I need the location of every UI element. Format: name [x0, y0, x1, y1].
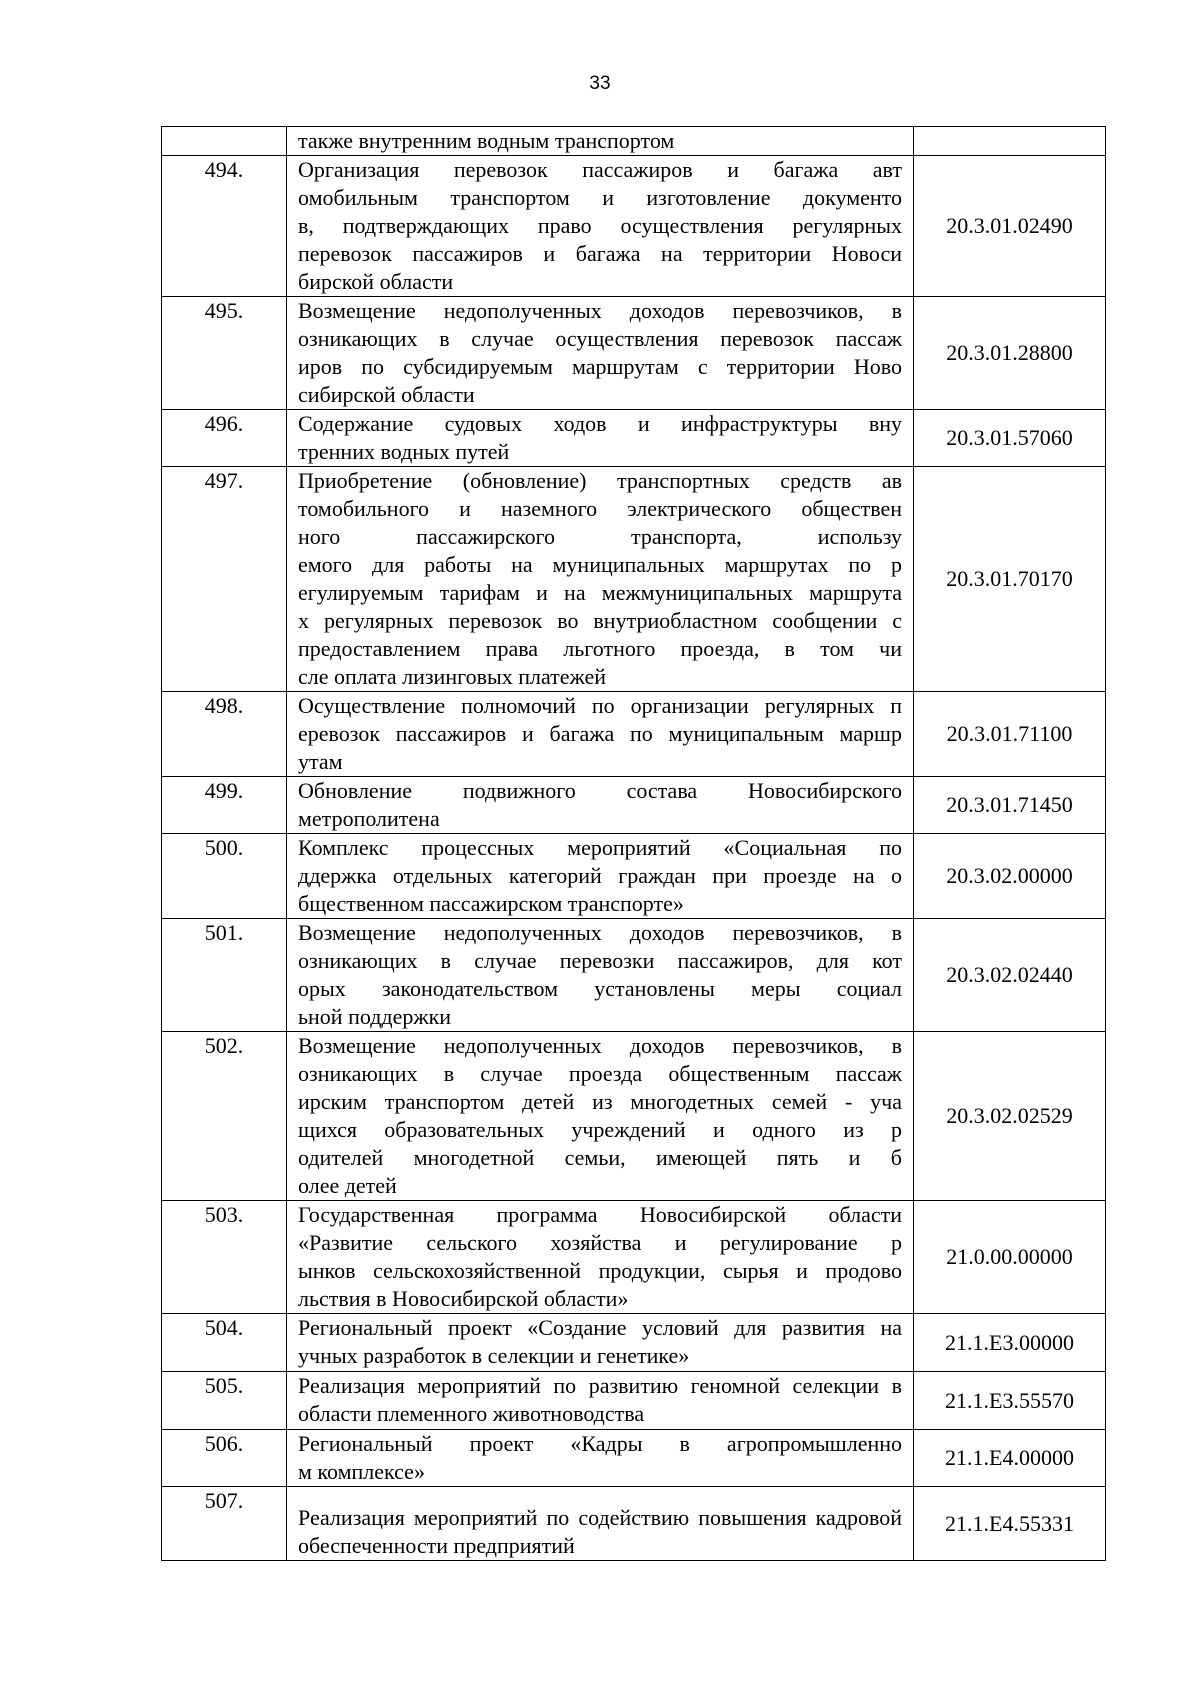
row-name: [287, 692, 914, 777]
row-number: [162, 127, 287, 156]
text-line: Организация перевозок пассажиров и багажа авт: [298, 157, 902, 182]
text-line: озникающих в случае перевозки пассажиров, для кот: [298, 948, 902, 973]
text-line: щихся образовательных учреждений и одного из р: [298, 1117, 902, 1142]
text-line: озникающих в случае осуществления перевозок пассаж: [298, 326, 902, 351]
row-number: 496.: [162, 410, 287, 467]
text-line: еревозок пассажиров и багажа по муниципальным маршр: [298, 721, 902, 746]
table-row: [162, 1201, 1106, 1314]
table-row: [162, 1430, 1106, 1487]
table-row: [162, 156, 1106, 297]
text-line: одителей многодетной семьи, имеющей пять и б: [298, 1145, 902, 1170]
table-body: [162, 127, 1106, 1561]
row-number: 500.: [162, 834, 287, 919]
budget-classification-table: [161, 126, 1106, 1561]
text-line: орых законодательством установлены меры социал: [298, 976, 902, 1001]
row-name: также внутренним водным транспортом: [287, 127, 914, 156]
table-row: [162, 297, 1106, 410]
text-line: Осуществление полномочий по организации регулярных п: [298, 693, 902, 718]
text-line: Приобретение (обновление) транспортных средств ав: [298, 468, 902, 493]
text-line: емого для работы на муниципальных маршрутах по р: [298, 552, 902, 577]
row-code: 20.3.02.02529: [914, 1032, 1106, 1201]
text-line: области племенного животноводства: [298, 1401, 645, 1426]
row-number: 503.: [162, 1201, 287, 1314]
row-code: 20.3.01.71100: [914, 692, 1106, 777]
text-line: Реализация мероприятий по развитию геномной селекции в: [298, 1373, 902, 1398]
text-line: предоставлением права льготного проезда, в том чи: [298, 636, 902, 661]
text-line: томобильного и наземного электрического обществен: [298, 496, 902, 521]
text-line: ьной поддержки: [298, 1004, 452, 1029]
text-line: олее детей: [298, 1173, 397, 1198]
text-line: Возмещение недополученных доходов перевозчиков, в: [298, 298, 902, 323]
row-code: 20.3.01.70170: [914, 467, 1106, 692]
table-row: [162, 1032, 1106, 1201]
row-number: 505.: [162, 1372, 287, 1430]
row-name: [287, 777, 914, 834]
row-number: 502.: [162, 1032, 287, 1201]
table-row: [162, 1487, 1106, 1561]
row-number: 507.: [162, 1487, 287, 1561]
row-code: 21.1.Е3.55570: [914, 1372, 1106, 1430]
text-line: иров по субсидируемым маршрутам с территории Ново: [298, 354, 902, 379]
row-name: [287, 297, 914, 410]
text-line: ирским транспортом детей из многодетных семей - уча: [298, 1089, 902, 1114]
row-code: 21.1.Е4.55331: [914, 1487, 1106, 1561]
row-number: 498.: [162, 692, 287, 777]
row-name: [287, 156, 914, 297]
text-line: ынков сельскохозяйственной продукции, сырья и продово: [298, 1258, 902, 1283]
text-line: Обновление подвижного состава Новосибирского: [298, 778, 902, 803]
text-line: ддержка отдельных категорий граждан при проезде на о: [298, 863, 902, 888]
text-line: Комплекс процессных мероприятий «Социальная по: [298, 835, 902, 860]
table-row: [162, 1314, 1106, 1372]
row-name: [287, 467, 914, 692]
table-row: [162, 692, 1106, 777]
text-line: учных разработок в селекции и генетике»: [298, 1343, 690, 1368]
row-code: 21.1.Е3.00000: [914, 1314, 1106, 1372]
text-line: ного пассажирского транспорта, использу: [298, 524, 902, 549]
row-code: 20.3.01.02490: [914, 156, 1106, 297]
row-number: 504.: [162, 1314, 287, 1372]
row-number: 497.: [162, 467, 287, 692]
text-line: Содержание судовых ходов и инфраструктуры вну: [298, 411, 902, 436]
text-line: Региональный проект «Кадры в агропромышленно: [298, 1431, 902, 1456]
text-line: льствия в Новосибирской области»: [298, 1286, 629, 1311]
table-row: [162, 834, 1106, 919]
table-row: [162, 919, 1106, 1032]
row-code: 20.3.02.02440: [914, 919, 1106, 1032]
row-code: 20.3.01.71450: [914, 777, 1106, 834]
row-code: [914, 127, 1106, 156]
row-code: 20.3.01.28800: [914, 297, 1106, 410]
text-line: перевозок пассажиров и багажа на территории Новоси: [298, 241, 902, 266]
row-name: [287, 1430, 914, 1487]
table-row: [162, 410, 1106, 467]
row-name: [287, 410, 914, 467]
text-line: Региональный проект «Создание условий для развития на: [298, 1315, 902, 1340]
row-number: 499.: [162, 777, 287, 834]
text-line: Возмещение недополученных доходов перевозчиков, в: [298, 920, 902, 945]
page-number: 33: [589, 73, 611, 94]
row-name: [287, 1372, 914, 1430]
row-number: 494.: [162, 156, 287, 297]
row-name: [287, 1201, 914, 1314]
row-name: [287, 919, 914, 1032]
row-code: 21.1.Е4.00000: [914, 1430, 1106, 1487]
text-line: х регулярных перевозок во внутриобластном сообщении с: [298, 608, 902, 633]
row-name: [287, 1032, 914, 1201]
table-row: [162, 777, 1106, 834]
text-line: омобильным транспортом и изготовление документо: [298, 185, 902, 210]
row-code: 20.3.01.57060: [914, 410, 1106, 467]
text-line: метрополитена: [298, 806, 440, 831]
row-name: [287, 1314, 914, 1372]
row-name: Реализация мероприятий по содействию повышения кадровой обеспеченности предприятий: [287, 1487, 914, 1561]
row-name: [287, 834, 914, 919]
table-row: [162, 127, 1106, 156]
text-line: тренних водных путей: [298, 439, 510, 464]
text-line: Возмещение недополученных доходов перевозчиков, в: [298, 1033, 902, 1058]
table-row: [162, 1372, 1106, 1430]
text-line: «Развитие сельского хозяйства и регулирование р: [298, 1230, 902, 1255]
row-number: 501.: [162, 919, 287, 1032]
text-line: егулируемым тарифам и на межмуниципальных маршрута: [298, 580, 902, 605]
text-line: сибирской области: [298, 382, 475, 407]
text-line: утам: [298, 749, 343, 774]
text-line: бщественном пассажирском транспорте»: [298, 891, 684, 916]
text-line: Государственная программа Новосибирской области: [298, 1202, 902, 1227]
row-number: 495.: [162, 297, 287, 410]
text-line: озникающих в случае проезда общественным пассаж: [298, 1061, 902, 1086]
text-line: сле оплата лизинговых платежей: [298, 664, 607, 689]
text-line: в, подтверждающих право осуществления регулярных: [298, 213, 902, 238]
row-code: 20.3.02.00000: [914, 834, 1106, 919]
text-line: бирской области: [298, 269, 454, 294]
row-code: 21.0.00.00000: [914, 1201, 1106, 1314]
row-number: 506.: [162, 1430, 287, 1487]
text-line: м комплексе»: [298, 1459, 425, 1484]
table-row: [162, 467, 1106, 692]
